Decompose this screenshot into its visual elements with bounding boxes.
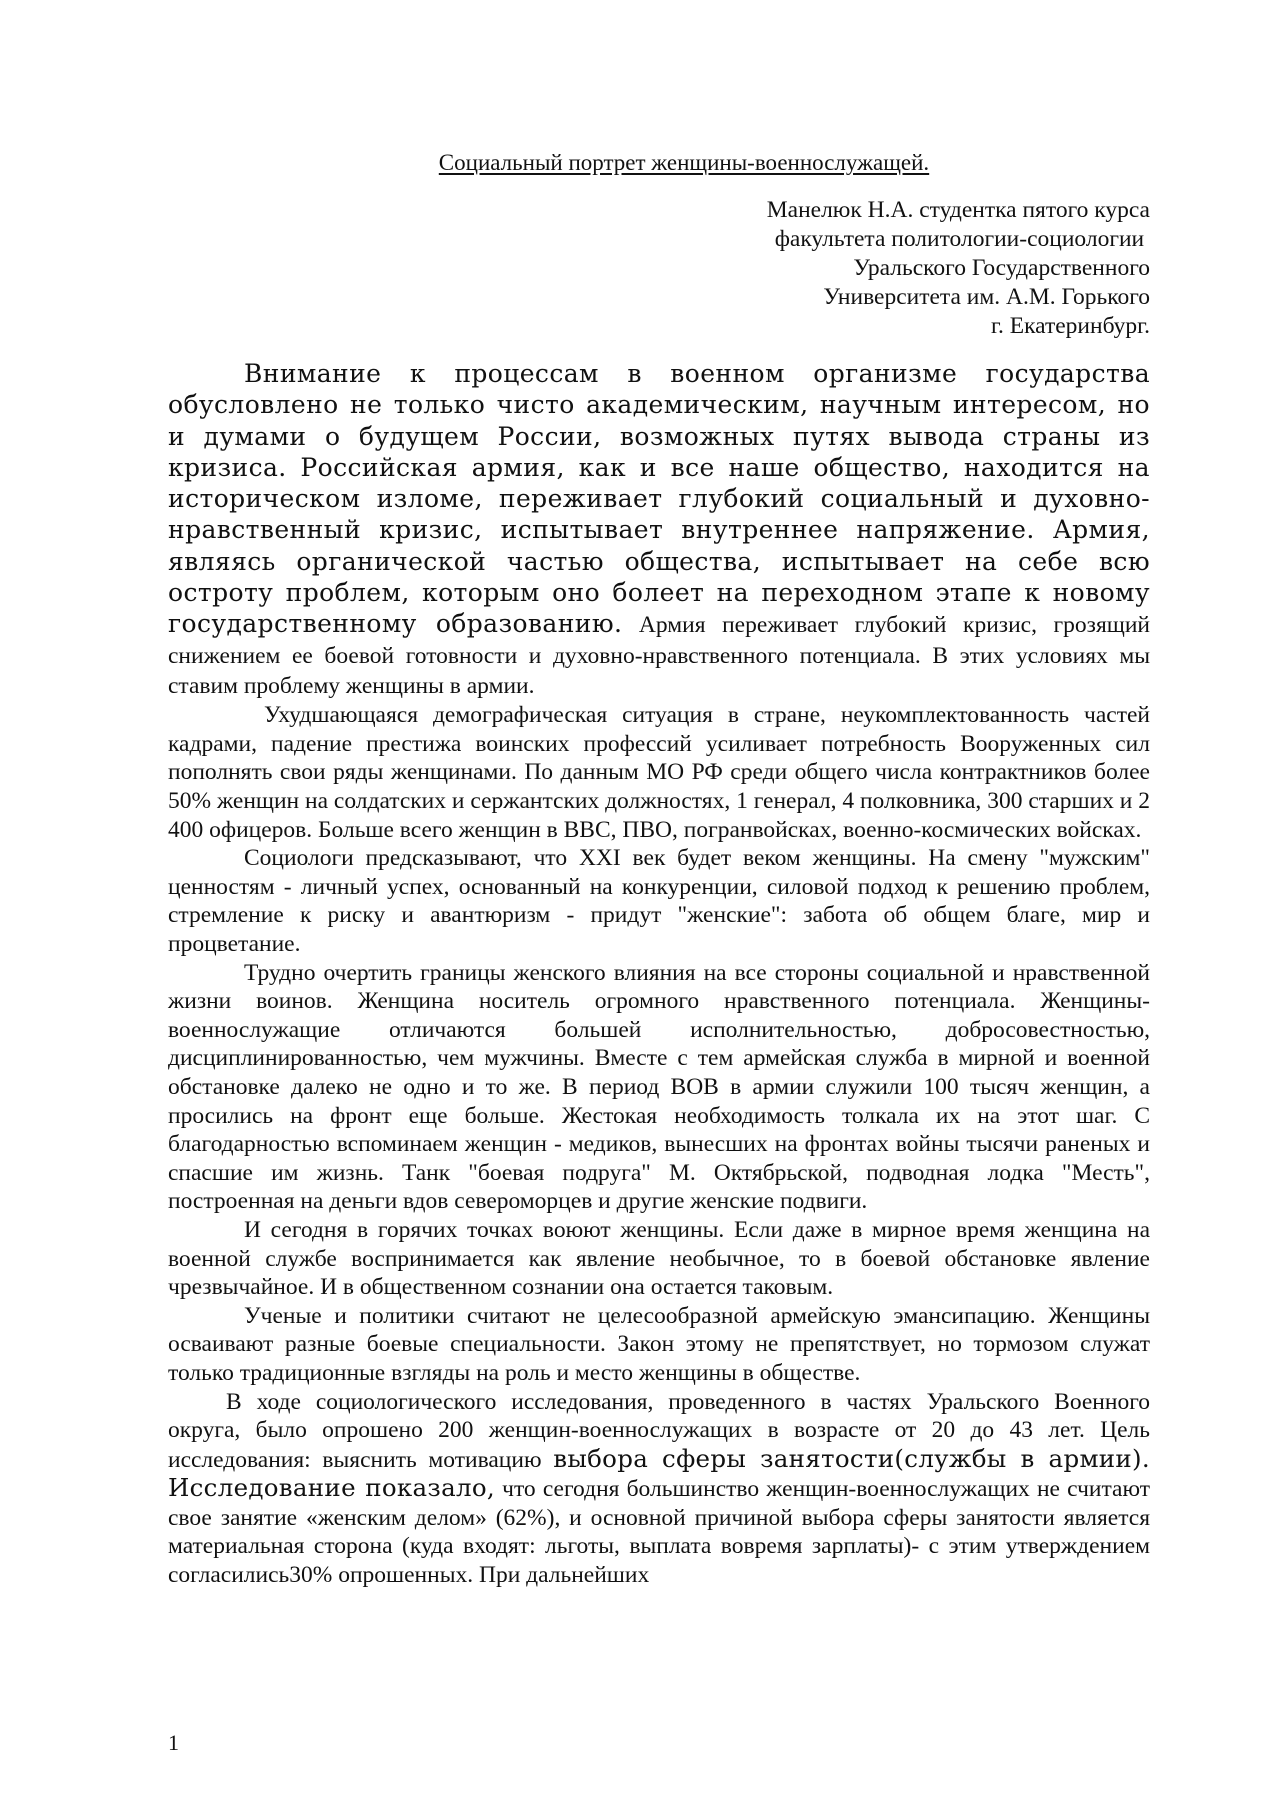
document-title-text: Социальный портрет женщины-военнослужащей.	[438, 150, 930, 175]
paragraph-emancipation: Ученые и политики считают не целесообразной армейскую эмансипацию. Женщины осваивают разные боевые специальности. Закон этому не препятствует, но тормозом служат только традиционные взгляды на роль и место женщины в обществе.	[168, 1302, 1150, 1386]
paragraph-research-text-a: В ходе социологического исследования, проведенного в частях Уральского Военного округа, было опрошено 200 женщин-военнослужащих в возрасте от 20 до 43 лет. Цель исследования: выяснить мотивацию	[168, 1388, 1150, 1473]
document-title	[168, 148, 1150, 178]
author-line: факультета политологии-социологии	[774, 226, 1150, 252]
paragraph-intro	[168, 359, 1150, 701]
author-line: Университета им. А.М. Горького	[823, 284, 1150, 310]
paragraph-demography: Ухудшающаяся демографическая ситуация в стране, неукомплектованность частей кадрами, падение престижа воинских профессий усиливает потребность Вооруженных сил пополнять свои ряды женщинами. По данным МО РФ среди общего числа контрактников более 50% женщин на солдатских и сержантских должностях, 1 генерал, 4 полковника, 300 старших и 2 400 офицеров. Больше всего женщин в ВВС, ПВО, погранвойсках, военно-космических войсках.	[168, 702, 1150, 843]
paragraph-influence: Трудно очертить границы женского влияния на все стороны социальной и нравственной жизни воинов. Женщина носитель огромного нравственного потенциала. Женщины-военнослужащие отличаются большей исполнительностью, добросовестностью, дисциплинированностью, чем мужчины. Вместе с тем армейская служба в мирной и военной обстановке далеко не одно и то же. В период ВОВ в армии служили 100 тысяч женщин, а просились на фронт еще больше. Жестокая необходимость толкала их на этот шаг. С благодарностью вспоминаем женщин - медиков, вынесших на фронтах войны тысячи раненых и спасшие им жизнь. Танк "боевая подруга" М. Октябрьской, подводная лодка "Месть", построенная на деньги вдов североморцев и другие женские подвиги.	[168, 959, 1150, 1215]
paragraph-intro-large-text: Внимание к процессам в военном организме государства обусловлено не только чисто академическим, научным интересом, но и думами о будущем России, возможных путях вывода страны из кризиса. Российская армия, как и все наше общество, находится на историческом изломе, переживает глубокий социальный и духовно-нравственный кризис, испытывает внутреннее напряжение. Армия, являясь органической частью общества, испытывает на себе всю остроту проблем, которым оно болеет на переходном этапе к новому государственному образованию.	[168, 359, 1150, 639]
paragraph-sociologists: Социологи предсказывают, что XXI век будет веком женщины. На смену "мужским" ценностям - личный успех, основанный на конкуренции, силовой подход к решению проблем, стремление к риску и авантюризм - придут "женские": забота об общем благе, мир и процветание.	[168, 845, 1150, 958]
paragraph-research	[168, 1388, 1150, 1590]
paragraph-research-text-b: что сегодня большинство женщин-военнослужащих не считают свое занятие «женским делом» (62%), и основной причиной выбора сферы занятости является материальная сторона (куда входят: льготы, выплата вовремя зарплаты)- с этим утверждением согласились30% опрошенных. При дальнейших	[168, 1476, 1150, 1589]
paragraph-intro-text: Армия переживает глубокий кризис, грозящий снижением ее боевой готовности и духовно-нравственного потенциала. В этих условиях мы ставим проблему женщины в армии.	[168, 612, 1150, 699]
page-number: 1	[168, 1730, 179, 1755]
author-line: г. Екатеринбург.	[990, 313, 1150, 339]
document-page	[168, 148, 1150, 1590]
paragraph-research-large-text: выбора сферы занятости(службы в армии). Исследование показало,	[168, 1443, 1151, 1503]
paragraph-hot-spots: И сегодня в горячих точках воюют женщины. Если даже в мирное время женщина на военной службе воспринимается как явление необычное, то в боевой обстановке явление чрезвычайное. И в общественном сознании она остается таковым.	[168, 1216, 1150, 1301]
author-block	[168, 196, 1150, 341]
author-line: Уральского Государственного	[853, 255, 1150, 281]
author-line: Манелюк Н.А. студентка пятого курса	[766, 197, 1150, 223]
